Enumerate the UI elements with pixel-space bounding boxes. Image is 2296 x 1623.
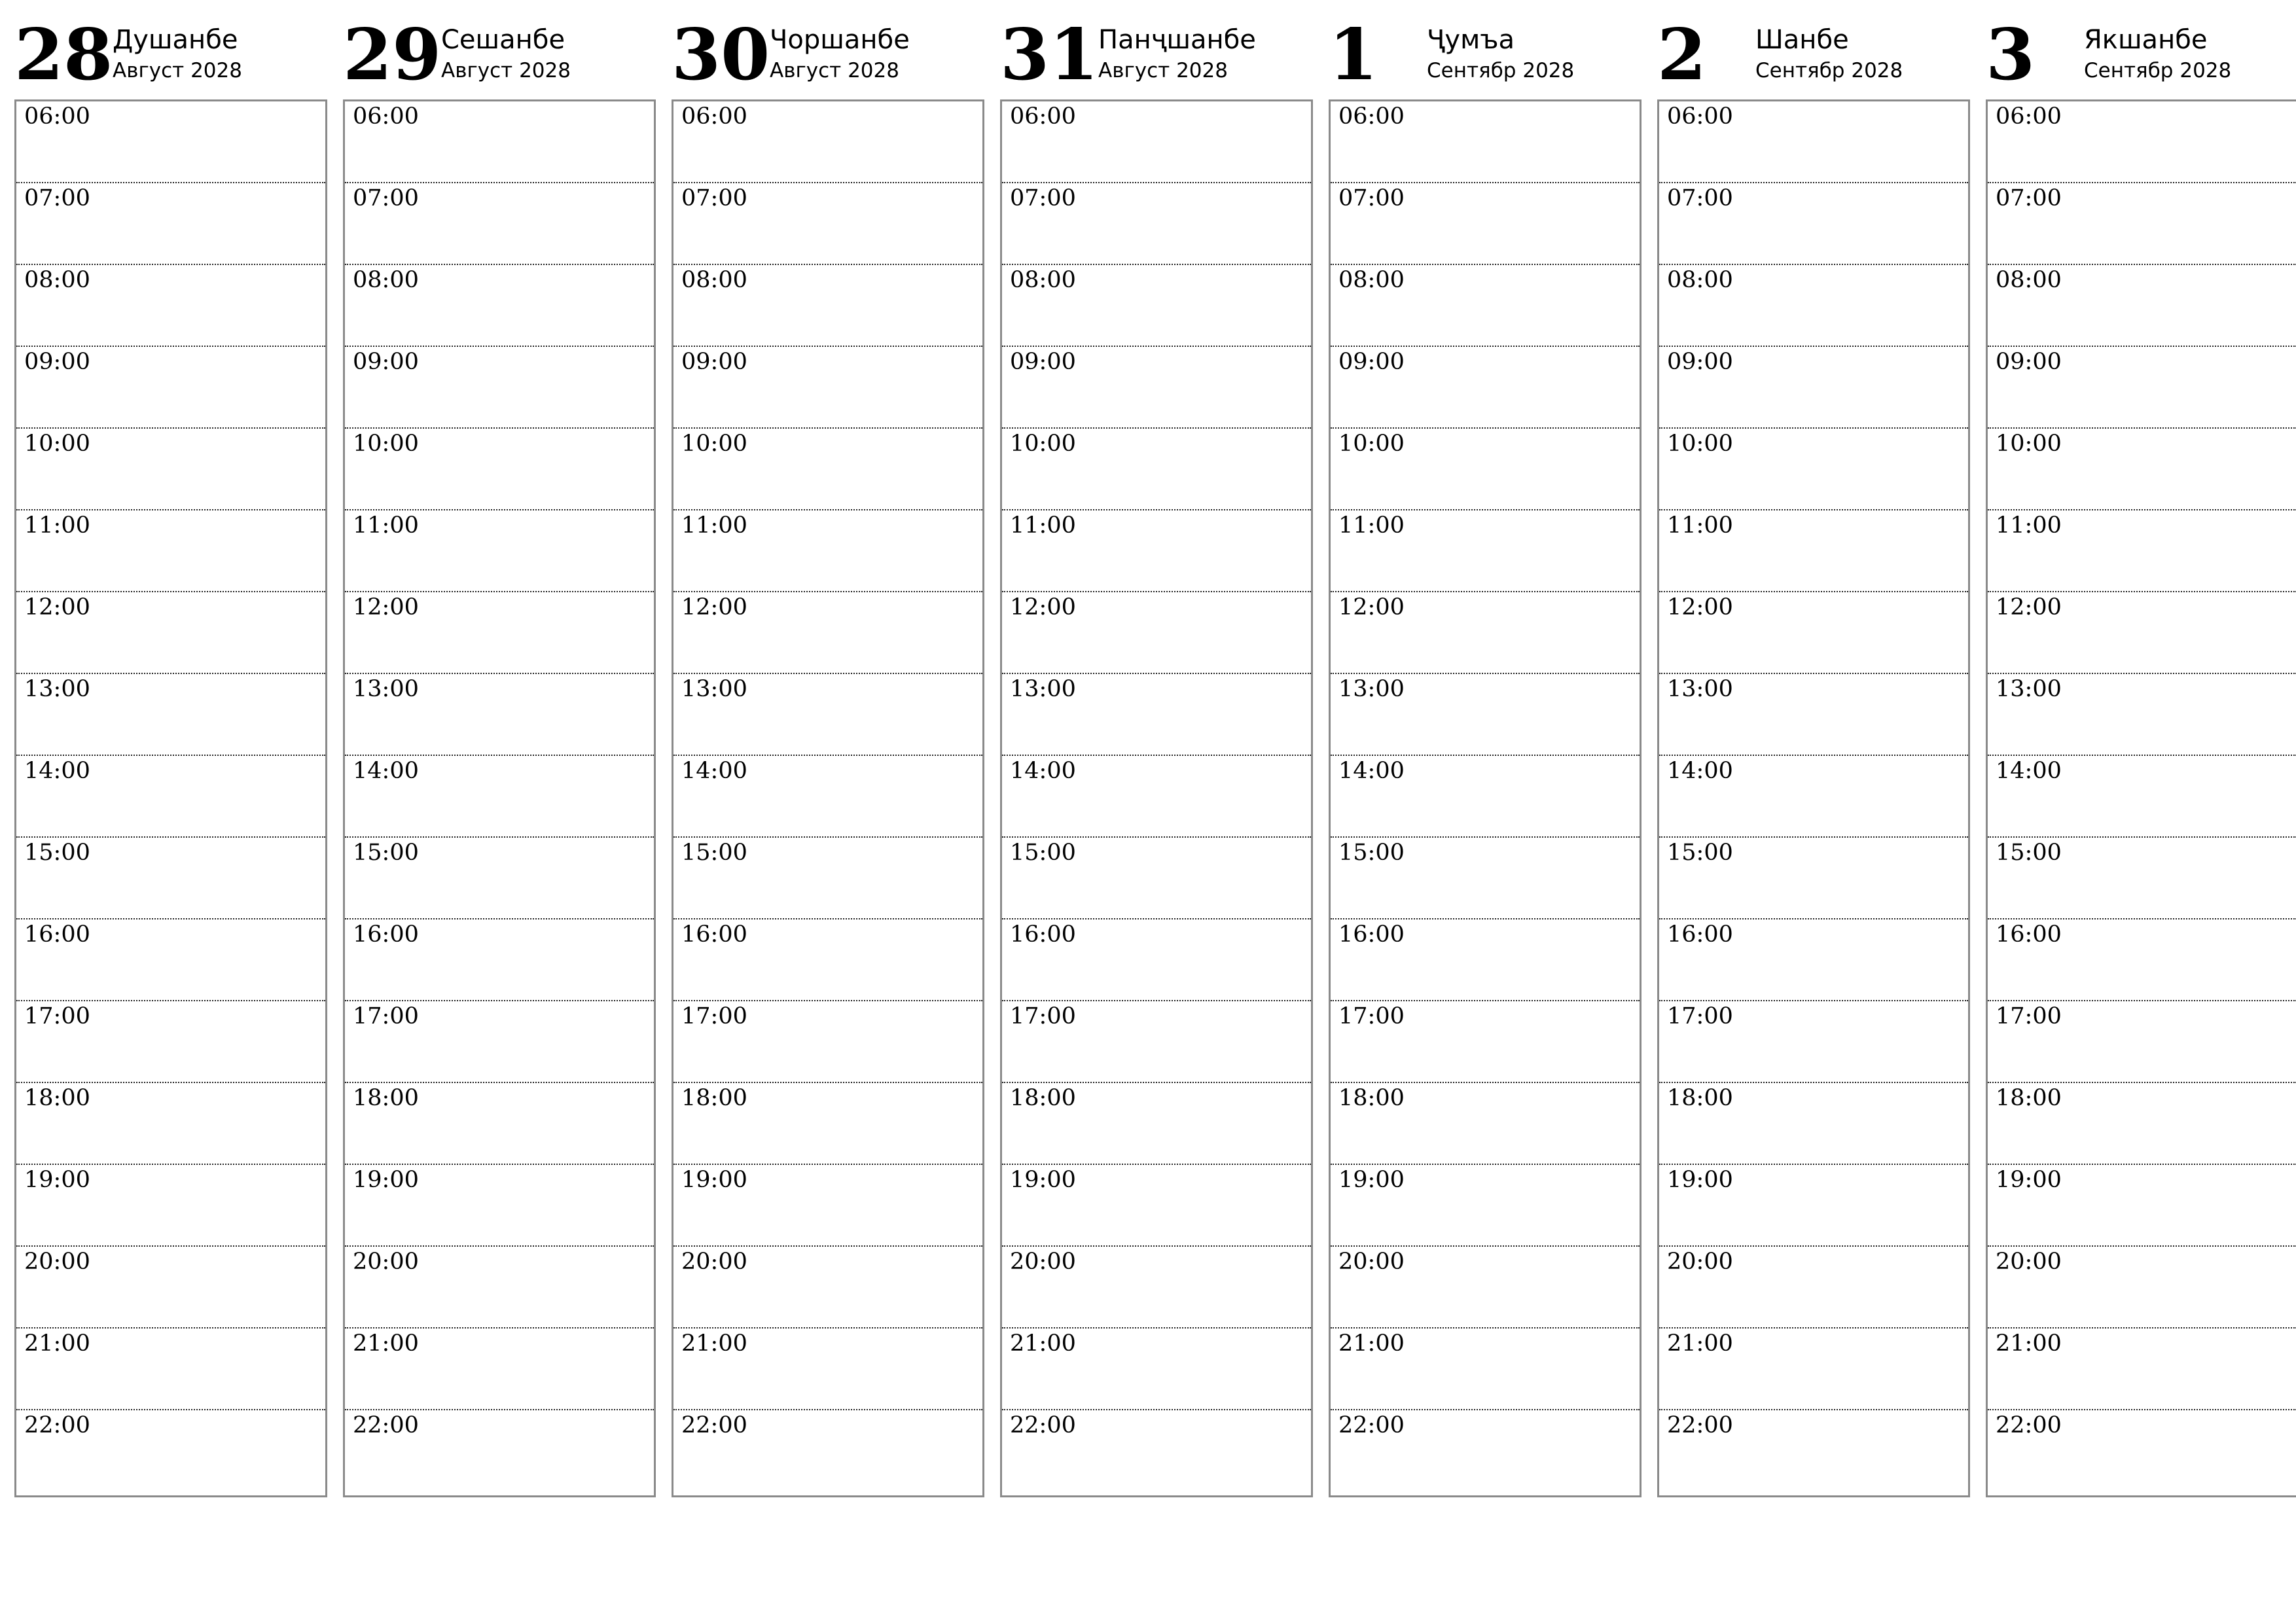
time-slots: [1657, 99, 1970, 1497]
day-header: [1657, 14, 1970, 99]
time-label: 08:00: [1338, 267, 1405, 293]
time-label: 07:00: [1996, 185, 2062, 211]
time-label: 12:00: [1338, 594, 1405, 620]
time-slot[interactable]: [1002, 592, 1311, 674]
time-label: 20:00: [1667, 1249, 1733, 1275]
weekday-name: Чоршанбе: [770, 25, 910, 55]
time-slot[interactable]: [1331, 1247, 1640, 1329]
time-slot[interactable]: [1331, 756, 1640, 838]
time-slot[interactable]: [673, 1165, 982, 1247]
time-label: 17:00: [1338, 1003, 1405, 1029]
time-slot[interactable]: [1331, 101, 1640, 183]
time-label: 08:00: [353, 267, 419, 293]
time-slot[interactable]: [1988, 1083, 2296, 1165]
day-header: [1000, 14, 1313, 99]
day-column: [343, 14, 656, 1497]
time-label: 20:00: [681, 1249, 747, 1275]
time-label: 12:00: [681, 594, 747, 620]
time-label: 10:00: [353, 431, 419, 457]
time-slot[interactable]: [1988, 1165, 2296, 1247]
time-label: 13:00: [353, 676, 419, 702]
day-header: [1329, 14, 1641, 99]
time-label: 21:00: [1338, 1330, 1405, 1357]
time-slot[interactable]: [345, 592, 654, 674]
time-slot[interactable]: [1331, 838, 1640, 919]
time-label: 19:00: [1010, 1167, 1076, 1193]
time-label: 21:00: [1667, 1330, 1733, 1357]
time-label: 20:00: [1996, 1249, 2062, 1275]
month-year: Август 2028: [113, 59, 242, 82]
time-label: 21:00: [1010, 1330, 1076, 1357]
time-slot[interactable]: [1002, 1001, 1311, 1083]
month-year: Август 2028: [441, 59, 571, 82]
time-label: 09:00: [1338, 349, 1405, 375]
day-column: [1657, 14, 1970, 1497]
time-slot[interactable]: [1331, 183, 1640, 265]
time-slot[interactable]: [345, 265, 654, 347]
time-slot[interactable]: [1659, 1329, 1968, 1410]
time-slot[interactable]: [673, 265, 982, 347]
time-slot[interactable]: [16, 1410, 325, 1499]
time-slot[interactable]: [345, 674, 654, 756]
day-number: 31: [1000, 14, 1099, 96]
time-label: 18:00: [24, 1085, 90, 1111]
time-slot[interactable]: [1331, 1410, 1640, 1499]
time-label: 10:00: [24, 431, 90, 457]
weekday-name: Ҷумъа: [1427, 25, 1515, 55]
time-slot[interactable]: [1659, 510, 1968, 592]
time-slot[interactable]: [1659, 1001, 1968, 1083]
time-label: 19:00: [1667, 1167, 1733, 1193]
weekday-name: Душанбе: [113, 25, 238, 55]
time-label: 17:00: [353, 1003, 419, 1029]
time-label: 10:00: [681, 431, 747, 457]
weekday-name: Сешанбе: [441, 25, 565, 55]
time-slot[interactable]: [1331, 1329, 1640, 1410]
time-label: 15:00: [1010, 840, 1076, 866]
day-header: [1986, 14, 2296, 99]
time-slot[interactable]: [16, 510, 325, 592]
time-slot[interactable]: [673, 674, 982, 756]
time-label: 16:00: [1338, 921, 1405, 948]
time-label: 21:00: [1996, 1330, 2062, 1357]
time-slot[interactable]: [1331, 592, 1640, 674]
time-label: 16:00: [1996, 921, 2062, 948]
time-label: 10:00: [1667, 431, 1733, 457]
time-slot[interactable]: [673, 919, 982, 1001]
day-meta: [2084, 14, 2231, 84]
time-label: 21:00: [24, 1330, 90, 1357]
time-slot[interactable]: [1659, 756, 1968, 838]
time-label: 19:00: [1338, 1167, 1405, 1193]
month-year: Август 2028: [1098, 59, 1228, 82]
time-slot[interactable]: [673, 838, 982, 919]
time-label: 20:00: [24, 1249, 90, 1275]
time-label: 13:00: [24, 676, 90, 702]
time-slots: [14, 99, 327, 1497]
time-slot[interactable]: [1659, 1247, 1968, 1329]
time-slot[interactable]: [1002, 347, 1311, 429]
time-label: 06:00: [353, 103, 419, 130]
time-slot[interactable]: [1002, 510, 1311, 592]
time-slot[interactable]: [1002, 1247, 1311, 1329]
time-slot[interactable]: [1002, 1410, 1311, 1499]
time-slot[interactable]: [345, 1083, 654, 1165]
day-number: 1: [1329, 14, 1378, 96]
time-label: 12:00: [353, 594, 419, 620]
time-label: 17:00: [681, 1003, 747, 1029]
time-slot[interactable]: [1988, 510, 2296, 592]
day-number: 28: [14, 14, 113, 96]
time-slot[interactable]: [1331, 265, 1640, 347]
time-slot[interactable]: [345, 101, 654, 183]
time-label: 18:00: [1338, 1085, 1405, 1111]
time-slot[interactable]: [673, 510, 982, 592]
time-slot[interactable]: [673, 101, 982, 183]
month-year: Август 2028: [770, 59, 899, 82]
time-slot[interactable]: [1331, 919, 1640, 1001]
day-meta: [1427, 14, 1574, 84]
time-label: 06:00: [1996, 103, 2062, 130]
day-column: [672, 14, 984, 1497]
time-label: 17:00: [24, 1003, 90, 1029]
time-label: 22:00: [1010, 1412, 1076, 1438]
time-slot[interactable]: [1988, 265, 2296, 347]
time-label: 06:00: [1010, 103, 1076, 130]
weekday-name: Панҷшанбе: [1098, 25, 1256, 55]
time-label: 20:00: [1010, 1249, 1076, 1275]
time-label: 18:00: [1667, 1085, 1733, 1111]
time-label: 15:00: [1338, 840, 1405, 866]
time-label: 15:00: [681, 840, 747, 866]
time-label: 06:00: [24, 103, 90, 130]
time-slot[interactable]: [1331, 1083, 1640, 1165]
time-slot[interactable]: [16, 1165, 325, 1247]
time-slot[interactable]: [1988, 347, 2296, 429]
time-label: 15:00: [24, 840, 90, 866]
time-label: 08:00: [24, 267, 90, 293]
time-slot[interactable]: [1002, 1165, 1311, 1247]
time-slot[interactable]: [1659, 1083, 1968, 1165]
time-slot[interactable]: [345, 1410, 654, 1499]
time-slot[interactable]: [345, 756, 654, 838]
time-slot[interactable]: [1002, 429, 1311, 510]
time-label: 14:00: [1010, 758, 1076, 784]
time-label: 19:00: [681, 1167, 747, 1193]
time-label: 11:00: [1996, 512, 2062, 539]
time-slot[interactable]: [1659, 674, 1968, 756]
time-slot[interactable]: [1988, 1247, 2296, 1329]
time-slots: [1000, 99, 1313, 1497]
time-label: 07:00: [24, 185, 90, 211]
time-slot[interactable]: [16, 265, 325, 347]
time-label: 14:00: [24, 758, 90, 784]
time-label: 11:00: [1667, 512, 1733, 539]
time-slot[interactable]: [16, 919, 325, 1001]
time-label: 19:00: [1996, 1167, 2062, 1193]
time-label: 22:00: [681, 1412, 747, 1438]
time-label: 07:00: [681, 185, 747, 211]
time-slot[interactable]: [1331, 1165, 1640, 1247]
day-meta: [113, 14, 242, 84]
time-slot[interactable]: [673, 1410, 982, 1499]
time-label: 21:00: [681, 1330, 747, 1357]
month-year: Сентябр 2028: [1427, 59, 1575, 82]
time-label: 16:00: [1667, 921, 1733, 948]
time-label: 17:00: [1996, 1003, 2062, 1029]
time-label: 19:00: [24, 1167, 90, 1193]
time-slot[interactable]: [673, 592, 982, 674]
time-slot[interactable]: [673, 1001, 982, 1083]
time-label: 17:00: [1667, 1003, 1733, 1029]
time-label: 22:00: [1996, 1412, 2062, 1438]
time-label: 10:00: [1996, 431, 2062, 457]
time-slot[interactable]: [1988, 429, 2296, 510]
time-label: 13:00: [681, 676, 747, 702]
time-slot[interactable]: [1659, 347, 1968, 429]
time-label: 13:00: [1667, 676, 1733, 702]
time-slot[interactable]: [1659, 183, 1968, 265]
time-label: 09:00: [353, 349, 419, 375]
day-column: [14, 14, 327, 1497]
time-label: 16:00: [24, 921, 90, 948]
day-number: 29: [343, 14, 442, 96]
day-column: [1986, 14, 2296, 1497]
time-label: 18:00: [1010, 1085, 1076, 1111]
time-slot[interactable]: [1331, 674, 1640, 756]
time-label: 12:00: [24, 594, 90, 620]
time-label: 20:00: [353, 1249, 419, 1275]
time-label: 18:00: [1996, 1085, 2062, 1111]
time-label: 08:00: [1667, 267, 1733, 293]
day-meta: [770, 14, 910, 84]
day-column: [1329, 14, 1641, 1497]
time-label: 10:00: [1338, 431, 1405, 457]
time-slot[interactable]: [16, 429, 325, 510]
time-label: 14:00: [1338, 758, 1405, 784]
time-slots: [343, 99, 656, 1497]
time-slot[interactable]: [673, 183, 982, 265]
time-slot[interactable]: [1002, 183, 1311, 265]
time-slot[interactable]: [1331, 429, 1640, 510]
time-slot[interactable]: [673, 1329, 982, 1410]
time-label: 16:00: [353, 921, 419, 948]
time-slot[interactable]: [345, 919, 654, 1001]
weekday-name: Шанбе: [1755, 25, 1849, 55]
day-column: [1000, 14, 1313, 1497]
time-slot[interactable]: [1659, 838, 1968, 919]
month-year: Сентябр 2028: [2084, 59, 2232, 82]
time-slot[interactable]: [673, 756, 982, 838]
time-label: 06:00: [1667, 103, 1733, 130]
day-header: [672, 14, 984, 99]
time-slot[interactable]: [345, 1247, 654, 1329]
time-slot[interactable]: [16, 1247, 325, 1329]
time-slot[interactable]: [345, 510, 654, 592]
time-label: 15:00: [1996, 840, 2062, 866]
time-slot[interactable]: [16, 101, 325, 183]
time-slot[interactable]: [1002, 101, 1311, 183]
time-slot[interactable]: [1659, 1410, 1968, 1499]
time-slot[interactable]: [673, 1247, 982, 1329]
time-label: 16:00: [1010, 921, 1076, 948]
time-slot[interactable]: [1331, 347, 1640, 429]
time-slot[interactable]: [1988, 838, 2296, 919]
time-label: 07:00: [1338, 185, 1405, 211]
time-label: 14:00: [1667, 758, 1733, 784]
time-slot[interactable]: [16, 1001, 325, 1083]
time-slot[interactable]: [1002, 1083, 1311, 1165]
time-label: 21:00: [353, 1330, 419, 1357]
time-slot[interactable]: [16, 1083, 325, 1165]
time-label: 06:00: [1338, 103, 1405, 130]
time-slots: [1329, 99, 1641, 1497]
time-slot[interactable]: [345, 838, 654, 919]
time-label: 08:00: [1010, 267, 1076, 293]
weekly-planner: [14, 14, 2284, 1497]
time-label: 11:00: [1010, 512, 1076, 539]
time-label: 14:00: [353, 758, 419, 784]
time-label: 06:00: [681, 103, 747, 130]
time-slot[interactable]: [345, 429, 654, 510]
time-label: 09:00: [24, 349, 90, 375]
time-slot[interactable]: [16, 592, 325, 674]
time-label: 22:00: [353, 1412, 419, 1438]
day-header: [343, 14, 656, 99]
time-label: 18:00: [681, 1085, 747, 1111]
time-slot[interactable]: [345, 1001, 654, 1083]
time-label: 11:00: [681, 512, 747, 539]
time-label: 07:00: [1667, 185, 1733, 211]
time-slot[interactable]: [673, 1083, 982, 1165]
time-label: 20:00: [1338, 1249, 1405, 1275]
time-slot[interactable]: [1331, 1001, 1640, 1083]
time-slot[interactable]: [673, 429, 982, 510]
time-label: 08:00: [681, 267, 747, 293]
time-label: 11:00: [1338, 512, 1405, 539]
time-slot[interactable]: [1659, 919, 1968, 1001]
time-label: 12:00: [1667, 594, 1733, 620]
time-slot[interactable]: [345, 183, 654, 265]
time-slot[interactable]: [16, 1329, 325, 1410]
day-number: 3: [1986, 14, 2036, 96]
time-slot[interactable]: [1988, 592, 2296, 674]
time-slot[interactable]: [1659, 101, 1968, 183]
time-slot[interactable]: [345, 1165, 654, 1247]
time-label: 11:00: [353, 512, 419, 539]
time-slot[interactable]: [1002, 756, 1311, 838]
time-label: 08:00: [1996, 267, 2062, 293]
day-meta: [1098, 14, 1256, 84]
time-slots: [672, 99, 984, 1497]
time-label: 16:00: [681, 921, 747, 948]
time-slot[interactable]: [1988, 101, 2296, 183]
time-slot[interactable]: [1988, 674, 2296, 756]
time-slot[interactable]: [16, 674, 325, 756]
time-slot[interactable]: [1659, 429, 1968, 510]
time-label: 13:00: [1338, 676, 1405, 702]
time-label: 13:00: [1010, 676, 1076, 702]
time-slot[interactable]: [1002, 674, 1311, 756]
time-slot[interactable]: [16, 347, 325, 429]
time-label: 15:00: [353, 840, 419, 866]
time-slot[interactable]: [1002, 919, 1311, 1001]
time-slot[interactable]: [16, 838, 325, 919]
time-label: 09:00: [1996, 349, 2062, 375]
day-meta: [1755, 14, 1903, 84]
time-slot[interactable]: [1659, 1165, 1968, 1247]
time-label: 22:00: [24, 1412, 90, 1438]
day-header: [14, 14, 327, 99]
time-label: 22:00: [1667, 1412, 1733, 1438]
time-slot[interactable]: [1988, 183, 2296, 265]
month-year: Сентябр 2028: [1755, 59, 1903, 82]
time-slot[interactable]: [1988, 1001, 2296, 1083]
time-slot[interactable]: [1988, 1410, 2296, 1499]
day-meta: [441, 14, 571, 84]
time-slot[interactable]: [1988, 919, 2296, 1001]
time-slot[interactable]: [16, 756, 325, 838]
time-label: 09:00: [1667, 349, 1733, 375]
time-label: 15:00: [1667, 840, 1733, 866]
time-label: 10:00: [1010, 431, 1076, 457]
time-slot[interactable]: [673, 347, 982, 429]
time-label: 14:00: [681, 758, 747, 784]
time-slot[interactable]: [1988, 756, 2296, 838]
day-number: 2: [1657, 14, 1707, 96]
time-slot[interactable]: [16, 183, 325, 265]
time-slot[interactable]: [1988, 1329, 2296, 1410]
time-slot[interactable]: [1002, 838, 1311, 919]
time-slot[interactable]: [345, 347, 654, 429]
weekday-name: Якшанбе: [2084, 25, 2208, 55]
time-label: 12:00: [1996, 594, 2062, 620]
time-slot[interactable]: [1002, 1329, 1311, 1410]
time-label: 14:00: [1996, 758, 2062, 784]
time-label: 09:00: [1010, 349, 1076, 375]
time-label: 07:00: [353, 185, 419, 211]
day-number: 30: [672, 14, 770, 96]
time-slot[interactable]: [345, 1329, 654, 1410]
time-label: 12:00: [1010, 594, 1076, 620]
time-label: 07:00: [1010, 185, 1076, 211]
time-slot[interactable]: [1002, 265, 1311, 347]
time-label: 09:00: [681, 349, 747, 375]
time-label: 17:00: [1010, 1003, 1076, 1029]
time-slot[interactable]: [1331, 510, 1640, 592]
time-slots: [1986, 99, 2296, 1497]
time-label: 18:00: [353, 1085, 419, 1111]
time-label: 19:00: [353, 1167, 419, 1193]
time-slot[interactable]: [1659, 265, 1968, 347]
time-label: 22:00: [1338, 1412, 1405, 1438]
time-label: 13:00: [1996, 676, 2062, 702]
time-label: 11:00: [24, 512, 90, 539]
time-slot[interactable]: [1659, 592, 1968, 674]
